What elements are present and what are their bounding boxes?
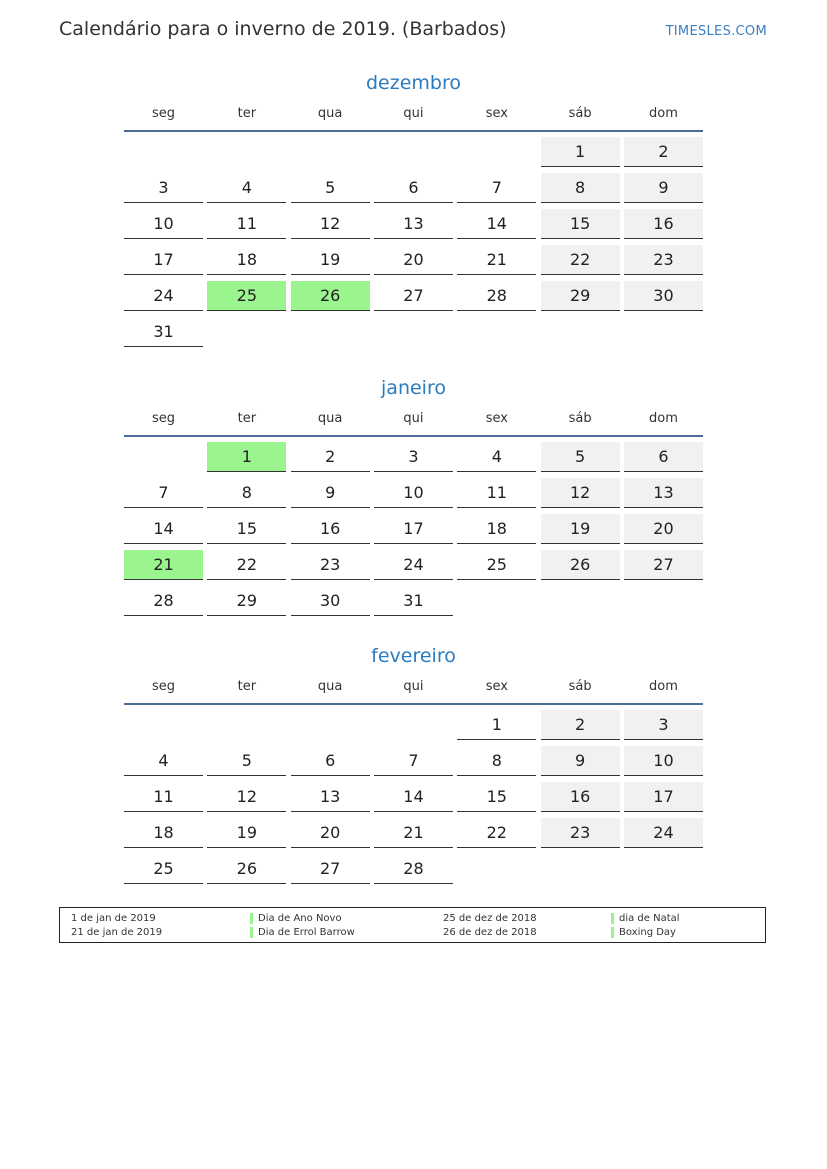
day-cell: 17 [124, 245, 203, 275]
day-cell: 16 [624, 209, 703, 239]
day-cell: 22 [541, 245, 620, 275]
month-calendar [124, 643, 703, 884]
weekday-label: ter [237, 411, 257, 426]
day-cell: 5 [207, 746, 286, 776]
day-cell: 16 [291, 514, 370, 544]
day-cell: 25 [124, 854, 203, 884]
holiday-color-mark [611, 927, 614, 938]
header-divider [124, 703, 703, 705]
day-cell: 2 [291, 442, 370, 472]
day-cell: 14 [457, 209, 536, 239]
holiday-day-cell: 1 [207, 442, 286, 472]
holiday-color-mark [250, 927, 253, 938]
day-cell: 30 [291, 586, 370, 616]
day-cell: 14 [124, 514, 203, 544]
weekday-label: qua [317, 411, 343, 426]
empty-cell [124, 710, 203, 740]
day-cell: 24 [124, 281, 203, 311]
legend-holiday-name: Dia de Ano Novo [258, 913, 342, 924]
day-cell: 22 [207, 550, 286, 580]
day-cell: 8 [541, 173, 620, 203]
weekday-label: dom [649, 411, 678, 426]
day-cell: 24 [374, 550, 453, 580]
weekday-label: sex [485, 106, 508, 121]
header-divider [124, 130, 703, 132]
day-cell: 31 [374, 586, 453, 616]
day-cell: 6 [291, 746, 370, 776]
day-cell: 20 [374, 245, 453, 275]
month-calendar [124, 375, 703, 616]
day-cell: 4 [124, 746, 203, 776]
weekday-label: seg [151, 411, 176, 426]
day-cell: 19 [207, 818, 286, 848]
day-cell: 20 [624, 514, 703, 544]
day-cell: 3 [374, 442, 453, 472]
weekday-label: qua [317, 679, 343, 694]
legend-date: 1 de jan de 2019 [71, 913, 156, 924]
day-cell: 2 [624, 137, 703, 167]
day-cell: 3 [124, 173, 203, 203]
holiday-color-mark [611, 913, 614, 924]
legend-holiday-name: Dia de Errol Barrow [258, 927, 355, 938]
legend-entry [250, 926, 355, 939]
legend-entry [611, 912, 680, 925]
day-cell: 8 [207, 478, 286, 508]
day-grid [124, 442, 703, 616]
day-cell: 4 [207, 173, 286, 203]
empty-cell [207, 137, 286, 167]
legend-date: 26 de dez de 2018 [443, 927, 537, 938]
weekday-label: qua [317, 106, 343, 121]
legend-holiday-name: Boxing Day [619, 927, 676, 938]
month-title: dezembro [366, 72, 461, 94]
month-title: janeiro [381, 377, 446, 399]
day-cell: 28 [374, 854, 453, 884]
day-cell: 25 [457, 550, 536, 580]
weekday-header [124, 411, 703, 435]
weekday-label: ter [237, 679, 257, 694]
legend-date: 25 de dez de 2018 [443, 913, 537, 924]
day-cell: 21 [457, 245, 536, 275]
day-cell: 9 [291, 478, 370, 508]
weekday-label: ter [237, 106, 257, 121]
day-cell: 20 [291, 818, 370, 848]
month-title: fevereiro [371, 645, 456, 667]
holiday-legend [59, 907, 766, 943]
page-title: Calendário para o inverno de 2019. (Barbados) [59, 18, 507, 40]
day-grid [124, 710, 703, 884]
weekday-label: qui [403, 679, 424, 694]
day-cell: 7 [457, 173, 536, 203]
legend-entry [611, 926, 676, 939]
empty-cell [374, 137, 453, 167]
day-cell: 15 [541, 209, 620, 239]
day-cell: 27 [374, 281, 453, 311]
day-cell: 13 [291, 782, 370, 812]
empty-cell [124, 137, 203, 167]
empty-cell [457, 137, 536, 167]
day-cell: 4 [457, 442, 536, 472]
day-cell: 2 [541, 710, 620, 740]
day-cell: 12 [541, 478, 620, 508]
day-cell: 22 [457, 818, 536, 848]
weekday-label: qui [403, 411, 424, 426]
legend-entry [250, 912, 342, 925]
month-calendar [124, 70, 703, 347]
day-cell: 10 [624, 746, 703, 776]
empty-cell [291, 137, 370, 167]
weekday-label: sáb [568, 411, 592, 426]
weekday-label: qui [403, 106, 424, 121]
day-cell: 5 [291, 173, 370, 203]
day-cell: 26 [207, 854, 286, 884]
day-cell: 15 [207, 514, 286, 544]
day-cell: 23 [624, 245, 703, 275]
legend-holiday-name: dia de Natal [619, 913, 680, 924]
day-cell: 24 [624, 818, 703, 848]
day-cell: 9 [541, 746, 620, 776]
day-cell: 23 [541, 818, 620, 848]
day-cell: 26 [541, 550, 620, 580]
day-cell: 18 [207, 245, 286, 275]
day-cell: 9 [624, 173, 703, 203]
day-cell: 8 [457, 746, 536, 776]
day-cell: 28 [124, 586, 203, 616]
day-cell: 18 [457, 514, 536, 544]
day-cell: 13 [374, 209, 453, 239]
day-cell: 6 [374, 173, 453, 203]
day-cell: 5 [541, 442, 620, 472]
day-cell: 19 [291, 245, 370, 275]
day-cell: 7 [124, 478, 203, 508]
weekday-label: seg [151, 106, 176, 121]
weekday-label: dom [649, 106, 678, 121]
day-cell: 12 [291, 209, 370, 239]
day-cell: 30 [624, 281, 703, 311]
holiday-color-mark [250, 913, 253, 924]
day-cell: 1 [457, 710, 536, 740]
day-cell: 7 [374, 746, 453, 776]
day-cell: 19 [541, 514, 620, 544]
day-cell: 11 [124, 782, 203, 812]
day-cell: 3 [624, 710, 703, 740]
empty-cell [207, 710, 286, 740]
day-cell: 29 [541, 281, 620, 311]
day-cell: 27 [624, 550, 703, 580]
holiday-day-cell: 25 [207, 281, 286, 311]
empty-cell [374, 710, 453, 740]
header-divider [124, 435, 703, 437]
day-cell: 13 [624, 478, 703, 508]
weekday-label: sáb [568, 106, 592, 121]
brand-link[interactable]: TIMESLES.COM [665, 24, 767, 39]
weekday-label: seg [151, 679, 176, 694]
day-cell: 14 [374, 782, 453, 812]
day-cell: 29 [207, 586, 286, 616]
weekday-header [124, 106, 703, 130]
day-cell: 10 [374, 478, 453, 508]
day-cell: 27 [291, 854, 370, 884]
day-cell: 11 [207, 209, 286, 239]
weekday-header [124, 679, 703, 703]
day-cell: 11 [457, 478, 536, 508]
day-cell: 18 [124, 818, 203, 848]
day-cell: 17 [374, 514, 453, 544]
day-cell: 31 [124, 317, 203, 347]
day-cell: 12 [207, 782, 286, 812]
day-cell: 6 [624, 442, 703, 472]
holiday-day-cell: 21 [124, 550, 203, 580]
day-grid [124, 137, 703, 347]
weekday-label: dom [649, 679, 678, 694]
day-cell: 21 [374, 818, 453, 848]
day-cell: 17 [624, 782, 703, 812]
day-cell: 16 [541, 782, 620, 812]
day-cell: 1 [541, 137, 620, 167]
empty-cell [291, 710, 370, 740]
empty-cell [124, 442, 203, 472]
day-cell: 15 [457, 782, 536, 812]
holiday-day-cell: 26 [291, 281, 370, 311]
day-cell: 10 [124, 209, 203, 239]
weekday-label: sáb [568, 679, 592, 694]
weekday-label: sex [485, 679, 508, 694]
day-cell: 28 [457, 281, 536, 311]
weekday-label: sex [485, 411, 508, 426]
legend-date: 21 de jan de 2019 [71, 927, 163, 938]
day-cell: 23 [291, 550, 370, 580]
